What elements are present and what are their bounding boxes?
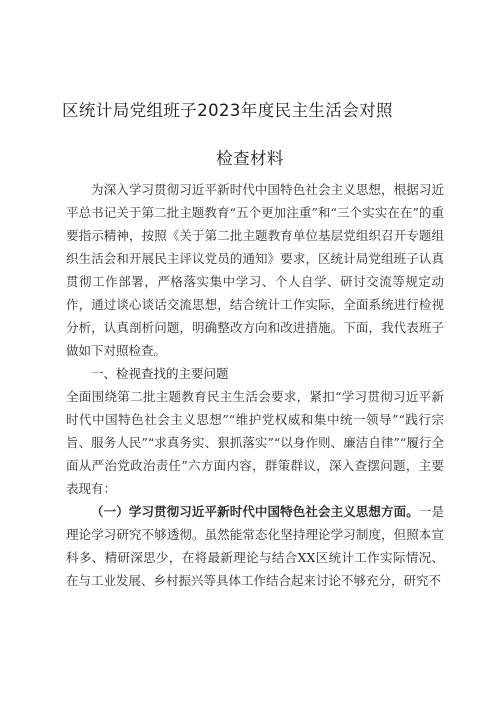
subsection-1-text: 一是理论学习研究不够透彻。虽然能常态化坚持理论学习制度，但照本宣科多、精研深思少，在将最新理论与结合XX区统计工作实际情况、在与工业发展、乡村振兴等具体工作结合起来讨论不够充分，研究不 — [66, 504, 444, 588]
section-1-paragraph: 全面围绕第二批主题教育民主生活会要求，紧扣“学习贯彻习近平新时代中国特色社会主义思想”“维护党权威和集中统一领导”“践行宗旨、服务人民”“求真务实、狠抓落实”“以身作则、廉洁自律”“履行全面从严治党政治责任”六方面内容，群策群议，深入查摆问题，主要表现有： — [66, 389, 444, 496]
subsection-1-heading: （一）学习贯彻习近平新时代中国特色社会主义思想方面。 — [91, 504, 419, 519]
intro-paragraph: 为深入学习贯彻习近平新时代中国特色社会主义思想，根据习近平总书记关于第二批主题教育“五个更加注重”和“三个实实在在”的重要指示精神，按照《关于第二批主题教育单位基层党组织召开专题组织生活会和开展民主评议党员的通知》要求，区统计局党组班子认真贯彻工作部署，严格落实集中学习、个人自学、研讨交流等规定动作，通过谈心谈话交流思想，结合统计工作实际，全面系统进行检视分析，认真剖析问题，明确整改方向和改进措施。下面，我代表班子做如下对照检查。 — [66, 182, 444, 358]
document-title-line-1: 区统计局党组班子2023年度民主生活会对照 — [62, 101, 393, 120]
subsection-1-paragraph — [66, 500, 444, 592]
document-title-line-2: 检查材料 — [216, 149, 284, 168]
document-body — [66, 178, 444, 592]
section-1-heading: 一、检视查找的主要问题 — [91, 366, 229, 381]
